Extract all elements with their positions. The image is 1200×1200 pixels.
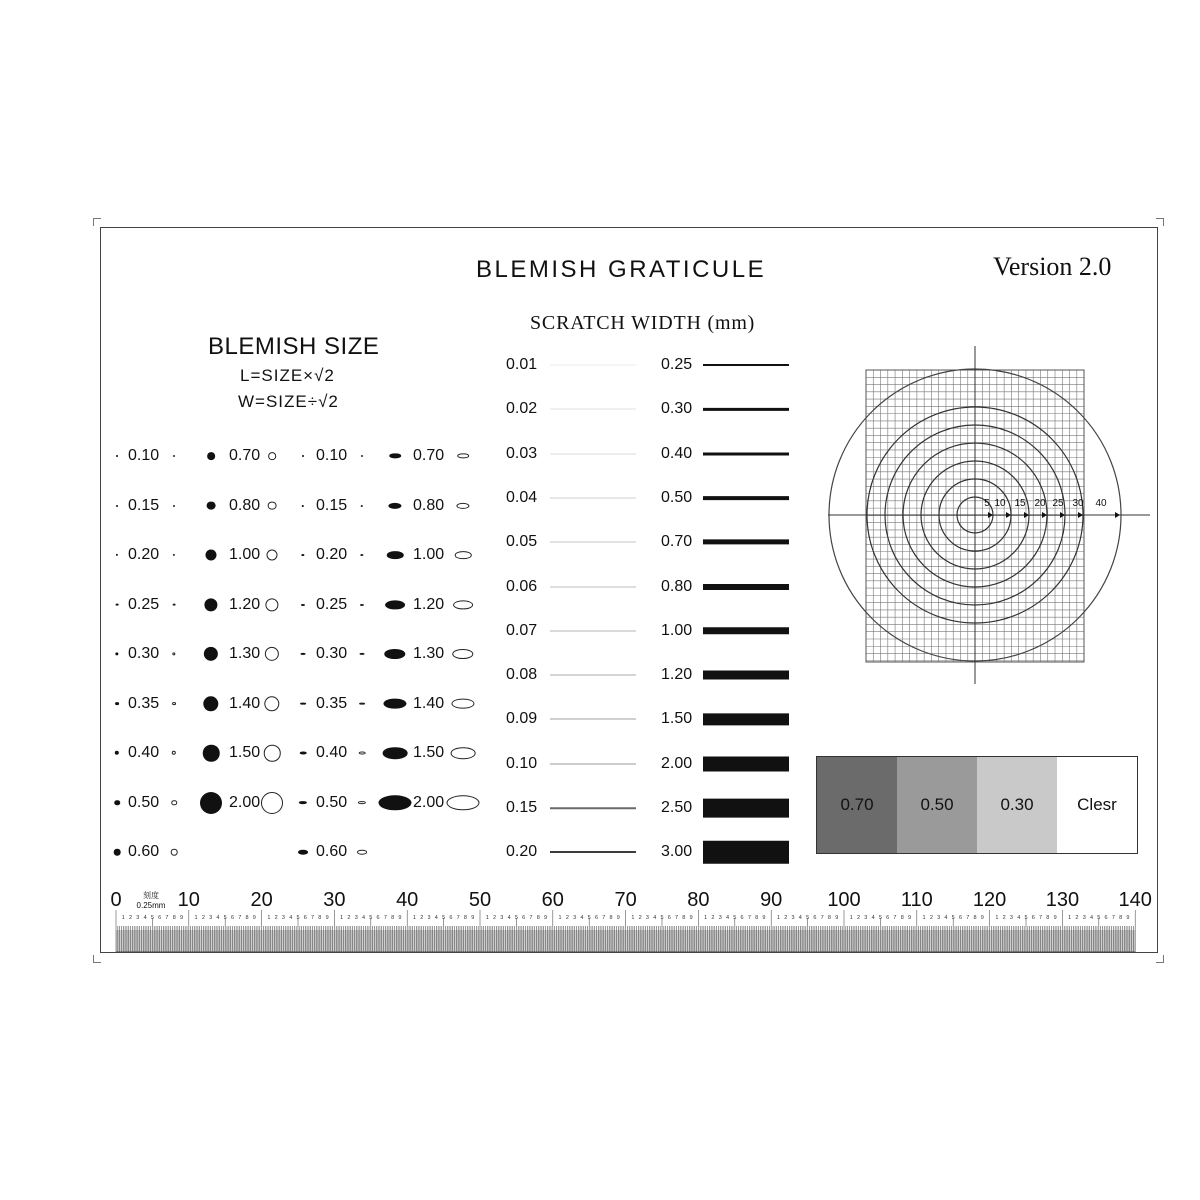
ruler-minor-digit: 7	[529, 915, 533, 921]
ruler-minor-digit: 1	[704, 915, 708, 921]
scratch-width-label: 0.50	[661, 488, 693, 506]
scratch-width-label: 0.03	[506, 444, 538, 462]
scratch-line	[550, 807, 636, 809]
blemish-size-label: 0.60	[316, 843, 348, 860]
scratch-width-label: 1.00	[661, 621, 693, 639]
scratch-width-label: 1.20	[661, 666, 693, 684]
ruler-minor-digit: 4	[653, 915, 657, 921]
blemish-filled-oval	[383, 698, 406, 709]
gray-swatch-label: 0.70	[840, 795, 874, 814]
ruler-minor-digit: 3	[718, 915, 722, 921]
ring-arrow	[1042, 512, 1047, 518]
ruler-minor-digit: 6	[594, 915, 599, 921]
ruler-minor-digit: 2	[420, 915, 424, 921]
ruler-minor-digit: 2	[711, 915, 715, 921]
ruler-major-label: 90	[760, 889, 783, 911]
blemish-outline-oval	[455, 551, 472, 559]
scratch-width-label: 0.05	[506, 533, 538, 551]
blemish-filled-round	[116, 505, 118, 507]
blemish-size-label: 0.40	[128, 744, 160, 761]
ruler-minor-digit: 7	[602, 915, 606, 921]
blemish-filled-oval	[302, 455, 304, 457]
scratch-line	[703, 584, 789, 590]
ruler-major-label: 140	[1118, 889, 1152, 911]
scratch-line	[550, 630, 636, 631]
blemish-size-label: 0.20	[316, 546, 348, 563]
length-formula: L=SIZE×√2	[240, 366, 335, 385]
ruler-major-label: 60	[541, 889, 564, 911]
ruler-minor-digit: 7	[966, 915, 970, 921]
gray-scale-chart	[816, 756, 1138, 854]
ruler-minor-digit: 2	[201, 915, 205, 921]
graticule-title: BLEMISH GRATICULE	[476, 256, 767, 283]
blemish-outline-oval	[453, 600, 473, 609]
blemish-size-label: 2.00	[413, 793, 445, 811]
ruler-minor-digit: 5	[223, 915, 227, 921]
ruler-minor-digit: 9	[762, 915, 766, 921]
ruler-minor-digit: 8	[318, 915, 322, 921]
scratch-width-label: 1.50	[661, 710, 693, 728]
ruler-minor-digit: 6	[522, 915, 526, 921]
ruler-major-label: 40	[396, 889, 419, 911]
ruler-minor-digit: 8	[609, 915, 613, 921]
blemish-outline-round	[171, 800, 177, 806]
ruler-minor-digit: 5	[587, 915, 591, 921]
ruler-minor-digit: 8	[245, 915, 249, 921]
ruler-major-label: 130	[1045, 889, 1080, 911]
ruler-minor-digit: 4	[1089, 915, 1094, 921]
ruler-major-label: 110	[900, 889, 933, 911]
blemish-outline-oval	[358, 801, 366, 805]
ring-label: 5	[984, 498, 990, 509]
ruler-minor-digit: 6	[1104, 915, 1108, 921]
blemish-size-label: 1.50	[413, 744, 445, 761]
ruler-minor-digit: 6	[958, 915, 963, 921]
ruler-minor-digit: 7	[675, 915, 679, 921]
ruler-minor-digit: 9	[325, 915, 329, 921]
blemish-outline-round	[173, 603, 176, 606]
ruler-minor-digit: 2	[1075, 915, 1079, 921]
ruler-minor-digit: 7	[456, 915, 460, 921]
scratch-line	[550, 763, 636, 764]
ruler-minor-digit: 9	[689, 915, 693, 921]
blemish-filled-round	[207, 452, 215, 460]
ruler-minor-digit: 5	[442, 915, 446, 921]
blemish-outline-oval	[361, 455, 363, 457]
ruler-minor-digit: 5	[150, 915, 154, 921]
scratch-line	[703, 756, 789, 771]
crop-mark-bottom-left	[93, 955, 101, 963]
blemish-size-label: 0.50	[128, 793, 160, 811]
ruler-minor-digit: 3	[573, 915, 577, 921]
ruler-minor-digit: 9	[252, 915, 256, 921]
scratch-line	[550, 675, 636, 676]
ruler-minor-digit: 4	[580, 915, 584, 921]
ruler-minor-digit: 5	[1024, 915, 1028, 921]
ruler-minor-digit: 2	[929, 915, 933, 921]
ruler-minor-digit: 9	[398, 915, 402, 921]
width-formula: W=SIZE÷√2	[238, 392, 339, 411]
ruler-minor-digit: 5	[878, 915, 882, 921]
ruler-minor-digit: 4	[944, 915, 948, 921]
blemish-filled-round	[114, 800, 120, 806]
scratch-line	[550, 719, 636, 720]
scratch-line	[550, 851, 636, 853]
scratch-width-label: 0.06	[506, 577, 538, 595]
crop-mark-bottom-right	[1156, 955, 1164, 963]
scratch-width-label: 0.70	[661, 533, 693, 551]
version-label: Version 2.0	[993, 252, 1112, 281]
scratch-line	[550, 497, 636, 498]
blemish-outline-round	[268, 452, 276, 460]
scratch-width-label: 3.00	[661, 843, 693, 861]
blemish-outline-oval	[359, 751, 366, 754]
ruler-minor-digit: 9	[907, 915, 912, 921]
ruler-minor-digit: 6	[158, 915, 162, 921]
ruler-major-label: 20	[250, 889, 273, 911]
ruler-minor-digit: 3	[427, 915, 431, 921]
blemish-outline-round	[172, 702, 176, 706]
ruler-minor-digit: 1	[922, 915, 926, 921]
blemish-outline-round	[171, 849, 178, 856]
scratch-width-label: 2.00	[661, 754, 693, 772]
blemish-outline-round	[261, 792, 283, 814]
scratch-line	[703, 627, 789, 635]
gray-swatch	[897, 757, 977, 853]
blemish-outline-oval	[357, 850, 367, 855]
ruler-minor-digit: 6	[667, 915, 671, 921]
ruler-major-label: 100	[827, 889, 861, 911]
gray-swatch	[1057, 757, 1137, 853]
blemish-filled-oval	[300, 751, 307, 754]
ruler-minor-digit: 4	[507, 915, 511, 921]
ruler-major-label: 50	[468, 889, 492, 911]
ruler-minor-digit: 2	[857, 915, 861, 921]
ruler-minor-digit: 8	[391, 915, 395, 921]
blemish-size-label: 2.00	[229, 793, 261, 811]
ruler-minor-digit: 6	[449, 915, 453, 921]
blemish-size-label: 1.50	[229, 744, 261, 761]
gray-swatch-label: 0.30	[1000, 795, 1034, 814]
ruler-minor-digit: 3	[645, 915, 649, 921]
blemish-size-label: 0.70	[413, 447, 445, 464]
ruler-minor-digit: 1	[776, 915, 781, 921]
scratch-width-label: 0.10	[506, 754, 538, 772]
blemish-outline-round	[173, 455, 175, 457]
scratch-width-label: 0.07	[506, 621, 538, 639]
blemish-filled-oval	[299, 801, 307, 805]
blemish-size-label: 0.80	[229, 496, 261, 514]
ruler-minor-digit: 6	[230, 915, 235, 921]
measuring-ruler	[100, 880, 1160, 955]
scratch-line	[550, 542, 636, 543]
ruler-minor-digit: 8	[536, 915, 540, 921]
ruler-minor-digit: 6	[886, 915, 890, 921]
ruler-minor-digit: 5	[660, 915, 664, 921]
ruler-minor-digit: 7	[238, 915, 242, 921]
ruler-minor-digit: 2	[493, 915, 497, 921]
ruler-minor-digit: 1	[340, 915, 344, 921]
blemish-size-label: 1.00	[229, 546, 261, 563]
ruler-minor-digit: 1	[995, 915, 999, 921]
ruler-major-label: 10	[177, 889, 200, 911]
blemish-filled-oval	[387, 551, 404, 559]
ruler-unit-label: 刻度	[143, 891, 159, 900]
ruler-minor-digit: 1	[1068, 915, 1072, 921]
crop-mark-top-left	[93, 218, 101, 226]
ruler-minor-digit: 8	[682, 915, 686, 921]
scratch-line	[703, 799, 789, 818]
blemish-outline-oval	[451, 747, 476, 759]
ring-label: 30	[1072, 498, 1084, 509]
blemish-size-label: 1.30	[413, 645, 445, 662]
blemish-size-label: 0.15	[128, 496, 160, 514]
blemish-size-label: 0.50	[316, 793, 348, 811]
blemish-size-label: 0.20	[128, 546, 160, 563]
blemish-size-label: 1.00	[413, 546, 445, 563]
ruler-minor-digit: 5	[733, 915, 737, 921]
scratch-width-label: 0.40	[661, 444, 693, 462]
blemish-filled-round	[207, 501, 216, 510]
scratch-width-label: 0.04	[506, 488, 538, 506]
ruler-minor-digit: 4	[725, 915, 730, 921]
ring-label: 15	[1014, 498, 1026, 509]
ruler-minor-digit: 9	[616, 915, 620, 921]
blemish-size-label: 0.70	[229, 447, 261, 464]
ruler-minor-digit: 4	[289, 915, 293, 921]
ruler-minor-digit: 1	[412, 915, 417, 921]
ruler-minor-digit: 7	[165, 915, 169, 921]
ruler-minor-digit: 4	[871, 915, 875, 921]
blemish-outline-round	[268, 501, 277, 510]
blemish-size-label: 1.40	[413, 694, 445, 712]
ruler-minor-digit: 6	[813, 915, 817, 921]
blemish-filled-oval	[300, 702, 306, 705]
blemish-filled-oval	[298, 850, 308, 855]
ruler-minor-digit: 7	[383, 915, 387, 921]
scratch-line	[550, 409, 636, 410]
blemish-size-label: 0.10	[316, 447, 348, 464]
ruler-minor-digit: 6	[376, 915, 380, 921]
blemish-filled-oval	[383, 747, 408, 759]
ruler-minor-digit: 4	[1017, 915, 1021, 921]
ruler-minor-digit: 8	[900, 915, 904, 921]
ruler-minor-digit: 7	[747, 915, 751, 921]
gray-swatch	[817, 757, 897, 853]
ruler-minor-digit: 7	[1039, 915, 1043, 921]
scratch-line	[550, 453, 636, 454]
ruler-minor-digit: 5	[296, 915, 300, 921]
scratch-line	[703, 408, 789, 410]
ruler-minor-digit: 8	[463, 915, 467, 921]
blemish-size-label: 1.20	[229, 595, 261, 613]
blemish-outline-round	[267, 550, 278, 561]
ring-arrow	[1078, 512, 1083, 518]
ring-label: 20	[1034, 498, 1046, 509]
ring-label: 40	[1095, 498, 1107, 509]
blemish-outline-round	[264, 745, 281, 762]
ring-label: 10	[994, 498, 1006, 509]
ring-arrow	[1006, 512, 1011, 518]
ruler-minor-digit: 4	[798, 915, 802, 921]
scratch-width-label: 0.09	[506, 710, 538, 728]
scratch-width-label: 0.30	[661, 400, 693, 418]
blemish-size-label: 0.30	[316, 645, 348, 662]
scratch-line	[703, 540, 789, 545]
blemish-size-label: 1.30	[229, 645, 261, 662]
ruler-minor-digit: 9	[1053, 915, 1057, 921]
ruler-minor-digit: 1	[267, 915, 271, 921]
ruler-major-label: 120	[972, 889, 1007, 911]
ruler-major-label: 30	[323, 889, 346, 911]
blemish-outline-round	[173, 505, 175, 507]
blemish-filled-round	[116, 455, 118, 457]
scratch-width-label: 0.20	[506, 843, 538, 861]
ruler-major-label: 70	[614, 889, 637, 911]
ruler-minor-digit: 5	[369, 915, 373, 921]
scratch-width-label: 0.02	[506, 400, 538, 418]
ruler-minor-digit: 5	[806, 915, 810, 921]
blemish-outline-oval	[451, 698, 474, 709]
ruler-minor-digit: 3	[281, 915, 285, 921]
ruler-minor-digit: 9	[1126, 915, 1130, 921]
ruler-minor-digit: 1	[121, 915, 125, 921]
scratch-width-label: 0.15	[506, 799, 538, 816]
ruler-minor-digit: 8	[1046, 915, 1050, 921]
ruler-minor-digit: 9	[179, 915, 184, 921]
blemish-size-label: 0.25	[128, 595, 160, 613]
ruler-minor-digit: 1	[194, 915, 198, 921]
ring-arrow	[1115, 512, 1120, 518]
ring-arrow	[1024, 512, 1029, 518]
blemish-size-label: 1.20	[413, 595, 445, 613]
scratch-width-label: 0.08	[506, 666, 538, 684]
ruler-minor-digit: 3	[1082, 915, 1086, 921]
ruler-minor-digit: 3	[864, 915, 868, 921]
scratch-line	[703, 452, 789, 455]
scratch-line	[703, 364, 789, 366]
ruler-minor-digit: 6	[1031, 915, 1035, 921]
ruler-minor-digit: 7	[311, 915, 315, 921]
ruler-minor-digit: 3	[136, 915, 140, 921]
ruler-minor-digit: 3	[209, 915, 213, 921]
ruler-minor-digit: 2	[784, 915, 788, 921]
blemish-filled-oval	[385, 600, 405, 609]
scratch-line	[703, 841, 789, 864]
ruler-minor-digit: 1	[849, 915, 853, 921]
ruler-minor-digit: 5	[514, 915, 518, 921]
blemish-size-title: BLEMISH SIZE	[208, 333, 380, 360]
ruler-minor-digit: 7	[820, 915, 824, 921]
ruler-minor-digit: 3	[937, 915, 941, 921]
ruler-minor-digit: 3	[791, 915, 795, 921]
ruler-minor-digit: 1	[485, 915, 489, 921]
blemish-size-label: 0.35	[128, 694, 160, 712]
blemish-size-label: 0.10	[128, 447, 160, 464]
scratch-width-title: SCRATCH WIDTH (mm)	[530, 312, 756, 334]
ruler-minor-digit: 8	[755, 915, 759, 921]
ruler-minor-digit: 4	[216, 915, 220, 921]
ruler-minor-digit: 7	[1111, 915, 1115, 921]
blemish-filled-round	[200, 792, 222, 814]
ruler-minor-digit: 4	[143, 915, 147, 921]
blemish-size-label: 0.35	[316, 694, 348, 712]
blemish-size-label: 0.15	[316, 496, 348, 514]
blemish-size-label: 0.80	[413, 496, 445, 514]
blemish-size-label: 0.40	[316, 744, 348, 761]
scratch-line	[550, 586, 636, 587]
ruler-minor-digit: 6	[303, 915, 307, 921]
gray-swatch	[977, 757, 1057, 853]
blemish-filled-round	[203, 745, 220, 762]
ruler-minor-digit: 8	[172, 915, 176, 921]
ruler-minor-digit: 3	[354, 915, 358, 921]
blemish-outline-oval	[359, 702, 365, 705]
ruler-minor-digit: 8	[973, 915, 977, 921]
scratch-line	[703, 714, 789, 725]
ruler-minor-digit: 1	[558, 915, 562, 921]
scratch-width-label: 0.25	[661, 356, 693, 373]
ruler-minor-digit: 7	[893, 915, 897, 921]
crop-mark-top-right	[1156, 218, 1164, 226]
ruler-minor-digit: 2	[347, 915, 351, 921]
ruler-minor-digit: 8	[827, 915, 831, 921]
ruler-minor-digit: 9	[471, 915, 475, 921]
ruler-minor-digit: 2	[274, 915, 278, 921]
ruler-minor-digit: 1	[631, 915, 635, 921]
gray-swatch-label: 0.50	[920, 795, 954, 814]
ruler-minor-digit: 4	[434, 915, 438, 921]
blemish-filled-round	[115, 702, 119, 706]
ruler-minor-digit: 9	[980, 915, 984, 921]
gray-swatch-label: Clesr	[1077, 795, 1117, 814]
scratch-width-label: 0.01	[506, 356, 538, 373]
blemish-size-label: 0.60	[128, 843, 160, 860]
blemish-filled-round	[206, 550, 217, 561]
reticle-target	[820, 340, 1160, 690]
ruler-minor-digit: 2	[129, 915, 133, 921]
ruler-minor-digit: 9	[543, 915, 548, 921]
ruler-minor-digit: 3	[1009, 915, 1013, 921]
ruler-minor-digit: 3	[500, 915, 504, 921]
scratch-line	[703, 496, 789, 500]
scratch-width-label: 0.80	[661, 577, 693, 595]
blemish-size-label: 0.25	[316, 595, 348, 613]
blemish-filled-round	[116, 603, 119, 606]
ring-arrow	[988, 512, 993, 518]
ruler-minor-digit: 2	[565, 915, 569, 921]
scratch-width-label: 2.50	[661, 799, 693, 816]
blemish-filled-round	[114, 849, 121, 856]
ruler-minor-digit: 5	[951, 915, 955, 921]
ruler-unit-label: 0.25mm	[136, 901, 166, 910]
ruler-minor-digit: 2	[1002, 915, 1006, 921]
ruler-major-label: 0	[110, 889, 122, 911]
ruler-major-label: 80	[687, 889, 710, 911]
ruler-minor-digit: 6	[740, 915, 744, 921]
ruler-minor-digit: 2	[638, 915, 642, 921]
ruler-minor-digit: 8	[1119, 915, 1123, 921]
blemish-size-label: 1.40	[229, 694, 261, 712]
blemish-size-label: 0.30	[128, 645, 160, 662]
ruler-minor-digit: 5	[1097, 915, 1101, 921]
scratch-line	[703, 671, 789, 680]
scratch-line	[550, 365, 636, 366]
ruler-minor-digit: 9	[835, 915, 839, 921]
ruler-minor-digit: 4	[361, 915, 366, 921]
ring-label: 25	[1052, 498, 1064, 509]
